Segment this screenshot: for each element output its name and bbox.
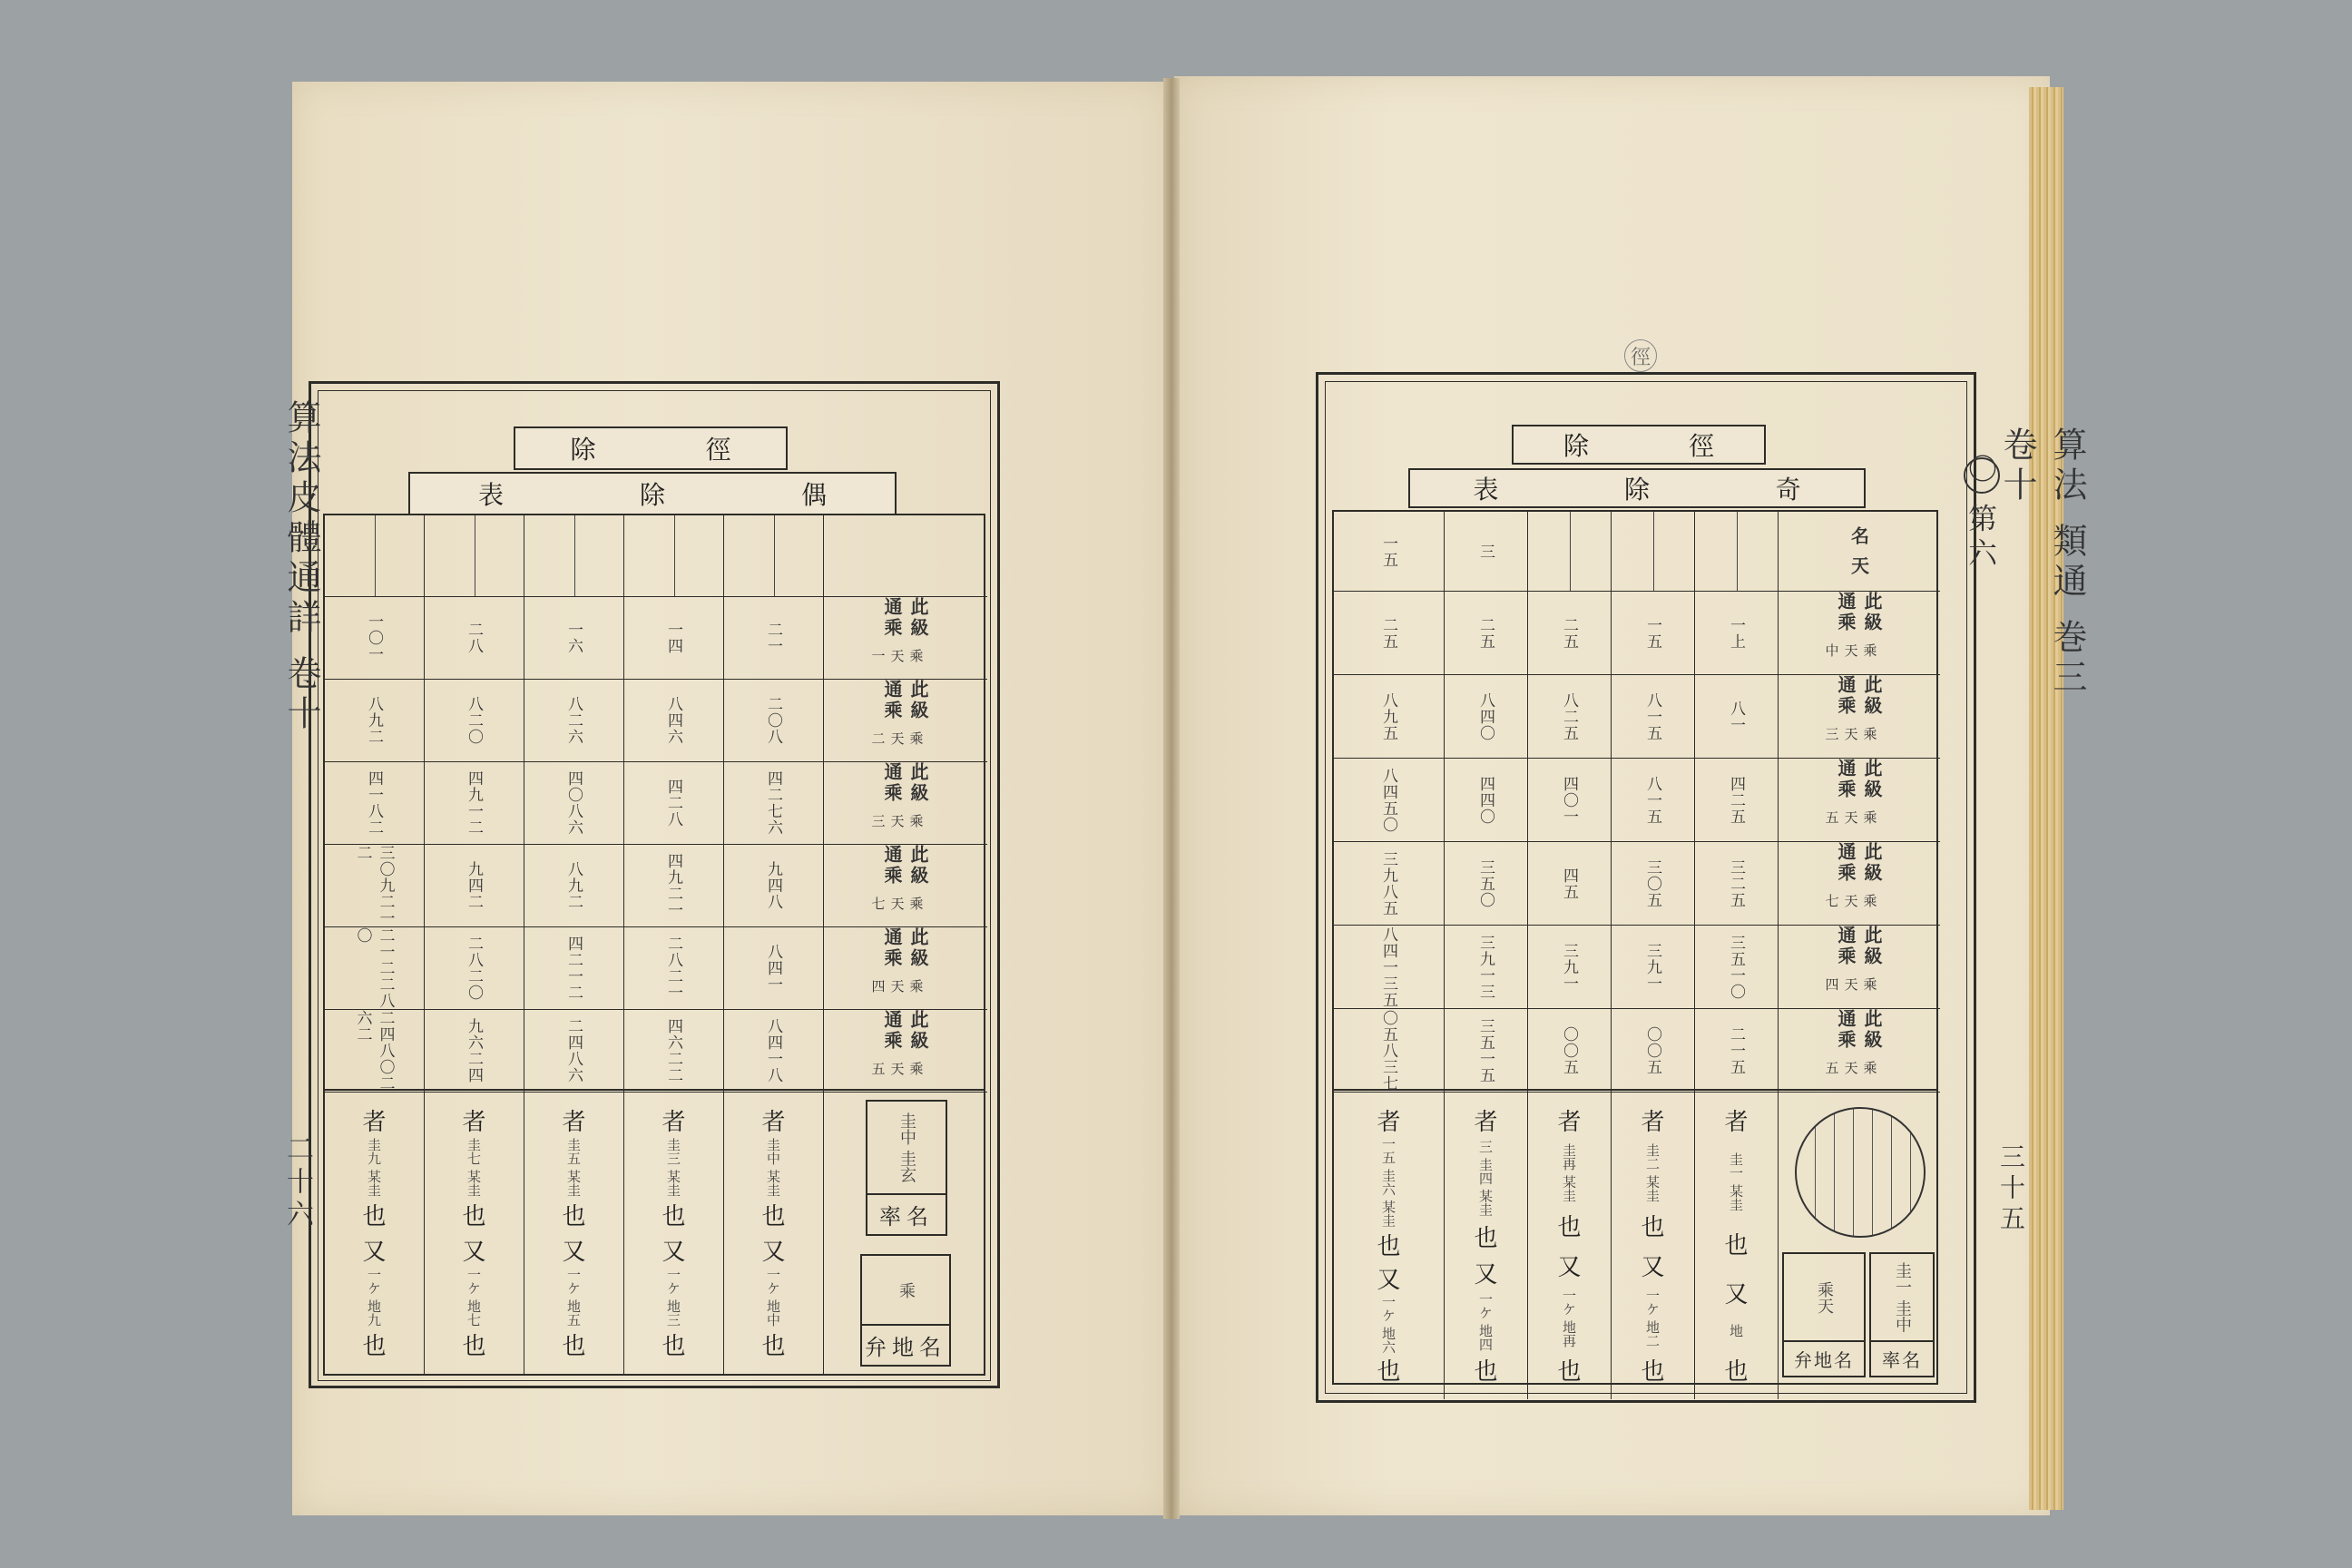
- left-table: [323, 514, 985, 1091]
- left-footer-foot-small-top: 圭七 某圭: [466, 1138, 482, 1198]
- right-margin-folio: 三十五: [1996, 1143, 2026, 1236]
- left-row-label: [824, 1010, 987, 1093]
- left-footer-foot-small-bot: 一ケ 地三: [665, 1267, 681, 1327]
- left-legend-rate: [866, 1100, 947, 1236]
- right-title-sub-1: 除: [1623, 475, 1650, 505]
- left-title-sub-2: 偶: [800, 480, 827, 510]
- left-footer-foot-small-bot: 一ケ 地中: [765, 1267, 781, 1327]
- right-footer-foot-mid: 也: [1641, 1213, 1665, 1241]
- right-footer-foot-you: 又: [1641, 1253, 1665, 1281]
- left-table-cell: 三〇九二一二: [325, 845, 425, 927]
- right-footer-foot-top: 者: [1724, 1109, 1749, 1136]
- left-row-factor: 乘天一: [869, 648, 925, 665]
- left-footer-column: [624, 1091, 724, 1374]
- right-table-cell: 〇〇五: [1528, 1009, 1612, 1093]
- right-footer-foot-small-top: 三 圭四 某圭: [1477, 1140, 1494, 1217]
- left-row-label: [824, 597, 987, 680]
- left-table-cell: 八四六: [624, 680, 724, 762]
- left-row-factor: 乘天二: [869, 730, 925, 748]
- right-table-cell: 四五: [1528, 842, 1612, 926]
- left-footer-foot-you: 又: [462, 1238, 486, 1266]
- right-table-cell: 一上: [1695, 592, 1779, 675]
- left-margin-folio: 二十六: [281, 1134, 313, 1232]
- right-table-cell: 三〇五: [1612, 842, 1695, 926]
- left-table-cell: 四六二二: [624, 1010, 724, 1093]
- left-table-cell: 四二一二: [524, 927, 624, 1010]
- left-footer-foot-small-top: 圭三 某圭: [665, 1138, 681, 1198]
- left-header-cell: [624, 515, 724, 597]
- right-row-label: [1779, 675, 1940, 759]
- left-table-cell: 八九二: [325, 680, 425, 762]
- left-table-cell: 八二六: [524, 680, 624, 762]
- right-header-cell: [1528, 512, 1612, 592]
- right-seal: 徑: [1624, 339, 1657, 372]
- left-title-top-0: 除: [570, 435, 596, 465]
- right-footer-foot-small-top: 圭再 某圭: [1561, 1142, 1577, 1202]
- left-footer-foot-small-top: 圭五 某圭: [565, 1138, 582, 1198]
- right-footer-column: [1528, 1091, 1612, 1399]
- right-table-cell: 二五: [1528, 592, 1612, 675]
- left-row-factor: 乘天四: [869, 978, 925, 995]
- right-header-cell: 三: [1445, 512, 1528, 592]
- left-footer-foot-you: 又: [761, 1238, 786, 1266]
- left-footer-foot-top: 者: [662, 1109, 686, 1136]
- right-footer-column: [1334, 1091, 1445, 1399]
- right-table-cell: 二一五: [1695, 1009, 1779, 1093]
- right-table-cell: 三五一五: [1445, 1009, 1528, 1093]
- right-row-label: [1779, 842, 1940, 926]
- right-row-factor: 乘天四: [1823, 977, 1878, 995]
- right-table-cell: 四四〇: [1445, 759, 1528, 842]
- right-footer-foot-small-bot: 地: [1728, 1324, 1744, 1338]
- right-legend-rate-label: 率名: [1871, 1340, 1933, 1376]
- right-footer-foot-top: 者: [1474, 1109, 1498, 1136]
- right-row-factor: 乘天中: [1823, 643, 1878, 661]
- left-table-cell: 四九二一: [624, 845, 724, 927]
- right-footer-foot-small-bot: 一ケ 地四: [1477, 1291, 1494, 1351]
- right-corner-cell: 名 天: [1779, 512, 1940, 592]
- left-table-cell: 九四八: [724, 845, 824, 927]
- right-table-cell: 三九八五: [1334, 842, 1445, 926]
- left-table-cell: 二八: [425, 597, 524, 680]
- right-table-cell: 八一: [1695, 675, 1779, 759]
- left-table-cell: 四九一二: [425, 762, 524, 845]
- left-table-cell: 一〇一: [325, 597, 425, 680]
- left-footer-foot-bot: 也: [462, 1332, 486, 1360]
- left-footer-foot-mid: 也: [462, 1203, 486, 1231]
- right-header-cell: [1612, 512, 1695, 592]
- left-title-top-1: 徑: [705, 435, 731, 465]
- left-title-sub-1: 除: [639, 480, 665, 510]
- left-row-factor: 乘天三: [869, 813, 925, 830]
- left-footer-column: [724, 1091, 824, 1374]
- left-corner-cell: [824, 515, 987, 597]
- right-footer-foot-small-top: 一五 圭六 某圭: [1380, 1137, 1396, 1228]
- right-header-rule: [1653, 512, 1654, 591]
- right-table-cell: 八一五: [1612, 675, 1695, 759]
- right-table-cell: 二五: [1334, 592, 1445, 675]
- left-table-cell: 四〇八六: [524, 762, 624, 845]
- right-title-top: [1512, 425, 1766, 465]
- left-footer-foot-top: 者: [362, 1109, 387, 1136]
- right-footer-foot-small-bot: 一ケ 地六: [1380, 1294, 1396, 1354]
- left-footer-column: [425, 1091, 524, 1374]
- right-legend: [1779, 1091, 1940, 1399]
- left-footer-foot-small-bot: 一ケ 地五: [565, 1267, 582, 1327]
- left-table-cell: 一四: [624, 597, 724, 680]
- right-table-cell: 一五: [1612, 592, 1695, 675]
- left-header-rule: [375, 515, 376, 596]
- right-footer-foot-bot: 也: [1641, 1358, 1665, 1387]
- left-footer-foot-bot: 也: [662, 1332, 686, 1360]
- right-table-cell: 八一五: [1612, 759, 1695, 842]
- right-margin-title: 算法 類通 巻三 卷十: [1997, 426, 2087, 700]
- right-row-label: [1779, 592, 1940, 675]
- left-title-top: [514, 426, 788, 470]
- right-table: [1332, 510, 1938, 1091]
- left-row-label-text: 此級通乘: [881, 927, 929, 969]
- right-footer-foot-top: 者: [1377, 1109, 1401, 1136]
- right-footer-foot-bot: 也: [1724, 1358, 1749, 1387]
- right-table-cell: 〇〇五: [1612, 1009, 1695, 1093]
- right-row-label-text: 此級通乘: [1835, 1009, 1883, 1051]
- left-row-label-text: 此級通乘: [881, 1010, 929, 1052]
- right-legend-land-label: 弁地名: [1784, 1340, 1864, 1376]
- left-legend-land-label: 弁地名: [862, 1324, 949, 1365]
- left-footer-foot-you: 又: [562, 1238, 586, 1266]
- left-row-label-text: 此級通乘: [881, 597, 929, 639]
- left-header-rule: [574, 515, 575, 596]
- left-legend: [824, 1091, 987, 1374]
- right-row-label-text: 此級通乘: [1835, 675, 1883, 717]
- left-footer-foot-top: 者: [462, 1109, 486, 1136]
- left-row-label-text: 此級通乘: [881, 680, 929, 721]
- left-legend-land: [860, 1254, 951, 1367]
- left-legend-rate-label: 率名: [867, 1193, 946, 1234]
- right-footer-foot-mid: 也: [1377, 1232, 1401, 1260]
- right-footer-foot-mid: 也: [1724, 1231, 1749, 1259]
- right-footer-foot-you: 又: [1377, 1266, 1401, 1294]
- left-table-cell: 二一: [724, 597, 824, 680]
- left-title-sub: [408, 472, 897, 515]
- right-table-cell: 三二五: [1695, 842, 1779, 926]
- right-row-factor: 乘天五: [1823, 810, 1878, 828]
- right-row-label: [1779, 759, 1940, 842]
- right-footer-foot-small-bot: 一ケ 地二: [1644, 1288, 1661, 1348]
- left-header-cell: [724, 515, 824, 597]
- right-title-top-0: 除: [1563, 431, 1589, 461]
- right-legend-land: [1782, 1252, 1866, 1377]
- right-row-label-text: 此級通乘: [1835, 592, 1883, 633]
- left-footer-foot-top: 者: [761, 1109, 786, 1136]
- left-footer: [323, 1091, 985, 1376]
- left-table-cell: 二八二一: [624, 927, 724, 1010]
- right-footer-column: [1612, 1091, 1695, 1399]
- right-table-cell: 四二五: [1695, 759, 1779, 842]
- right-footer-column: [1695, 1091, 1779, 1399]
- left-table-cell: 四二七六: [724, 762, 824, 845]
- right-footer-foot-mid: 也: [1474, 1224, 1498, 1252]
- right-footer-foot-mid: 也: [1557, 1213, 1582, 1241]
- left-table-cell: 二〇八: [724, 680, 824, 762]
- right-table-cell: 〇五八三七: [1334, 1009, 1445, 1093]
- left-footer-foot-mid: 也: [662, 1203, 686, 1231]
- left-footer-foot-mid: 也: [562, 1203, 586, 1231]
- left-footer-column: [524, 1091, 624, 1374]
- left-header-cell: [524, 515, 624, 597]
- left-table-cell: 二一二二八〇: [325, 927, 425, 1010]
- left-row-label-text: 此級通乘: [881, 762, 929, 804]
- book-gutter: [1163, 78, 1180, 1519]
- left-footer-foot-small-top: 圭中 某圭: [765, 1138, 781, 1198]
- right-footer-foot-small-top: 圭二 某圭: [1644, 1142, 1661, 1202]
- left-footer-foot-small-bot: 一ケ 地七: [466, 1267, 482, 1327]
- right-footer-foot-small-bot: 一ケ 地再: [1561, 1288, 1577, 1348]
- right-footer-column: [1445, 1091, 1528, 1399]
- left-legend-land-glyph: 乘: [897, 1281, 916, 1298]
- left-header-cell: [425, 515, 524, 597]
- left-footer-foot-bot: 也: [761, 1332, 786, 1360]
- right-footer-foot-you: 又: [1474, 1260, 1498, 1289]
- right-header-rule: [1737, 512, 1738, 591]
- right-header-cell: 一五: [1334, 512, 1445, 592]
- right-footer-foot-top: 者: [1557, 1109, 1582, 1136]
- left-footer-foot-you: 又: [362, 1238, 387, 1266]
- left-row-label: [824, 927, 987, 1010]
- left-row-label: [824, 680, 987, 762]
- left-footer-column: [325, 1091, 425, 1374]
- left-row-factor: 乘天七: [869, 896, 925, 913]
- right-footer: [1332, 1091, 1938, 1385]
- left-footer-foot-mid: 也: [362, 1203, 387, 1231]
- right-header-rule: [1570, 512, 1571, 591]
- left-table-cell: 九四二: [425, 845, 524, 927]
- right-table-cell: 三九一三: [1445, 926, 1528, 1009]
- left-row-label: [824, 762, 987, 845]
- right-row-label: [1779, 1009, 1940, 1093]
- left-header-rule: [774, 515, 775, 596]
- left-footer-foot-you: 又: [662, 1238, 686, 1266]
- right-row-label-text: 此級通乘: [1835, 759, 1883, 800]
- right-table-cell: 八四一三五: [1334, 926, 1445, 1009]
- right-table-cell: 八九五: [1334, 675, 1445, 759]
- left-footer-foot-mid: 也: [761, 1203, 786, 1231]
- right-title-top-1: 徑: [1688, 431, 1714, 461]
- right-table-cell: 三九一: [1612, 926, 1695, 1009]
- left-table-cell: 八二〇: [425, 680, 524, 762]
- left-table-cell: 二四八〇二六二: [325, 1010, 425, 1093]
- right-footer-foot-small-top: 圭一 某圭: [1728, 1152, 1744, 1211]
- right-title-sub-0: 表: [1473, 475, 1499, 505]
- right-title-sub: [1408, 468, 1866, 508]
- right-footer-foot-top: 者: [1641, 1109, 1665, 1136]
- right-table-cell: 二五: [1445, 592, 1528, 675]
- book-edge: [2029, 87, 2063, 1510]
- left-table-cell: 八四一: [724, 927, 824, 1010]
- right-table-cell: 八四五〇: [1334, 759, 1445, 842]
- right-footer-foot-bot: 也: [1377, 1358, 1401, 1387]
- right-row-factor: 乘天三: [1823, 727, 1878, 744]
- left-margin-title: 算法皮體通詳 卷十: [281, 399, 321, 736]
- left-header-rule: [674, 515, 675, 596]
- left-table-cell: 二八二〇: [425, 927, 524, 1010]
- right-table-cell: 三五〇: [1445, 842, 1528, 926]
- right-row-factor: 乘天五: [1823, 1061, 1878, 1078]
- left-table-cell: 四二八: [624, 762, 724, 845]
- left-footer-foot-bot: 也: [362, 1332, 387, 1360]
- right-margin-mark: 〇 第六: [1964, 454, 1998, 573]
- left-table-cell: 八四一八: [724, 1010, 824, 1093]
- right-legend-diagram: [1795, 1107, 1926, 1238]
- left-table-cell: 二四八六: [524, 1010, 624, 1093]
- left-table-cell: 四一八二: [325, 762, 425, 845]
- right-row-factor: 乘天七: [1823, 894, 1878, 911]
- left-row-factor: 乘天五: [869, 1061, 925, 1078]
- left-footer-foot-small-top: 圭九 某圭: [366, 1138, 382, 1198]
- left-title-sub-0: 表: [477, 480, 504, 510]
- right-header-cell: [1695, 512, 1779, 592]
- right-footer-foot-bot: 也: [1557, 1358, 1582, 1387]
- left-table-cell: 九六二四: [425, 1010, 524, 1093]
- right-footer-foot-bot: 也: [1474, 1358, 1498, 1387]
- right-table-cell: 三九一: [1528, 926, 1612, 1009]
- right-legend-rate-glyph: 圭一 圭中: [1893, 1261, 1912, 1333]
- right-footer-foot-you: 又: [1724, 1280, 1749, 1308]
- left-table-cell: 一六: [524, 597, 624, 680]
- left-footer-foot-bot: 也: [562, 1332, 586, 1360]
- left-footer-foot-top: 者: [562, 1109, 586, 1136]
- left-table-cell: 八九二: [524, 845, 624, 927]
- right-row-label-text: 此級通乘: [1835, 842, 1883, 884]
- right-table-cell: 三五一〇: [1695, 926, 1779, 1009]
- left-footer-foot-small-bot: 一ケ 地九: [366, 1267, 382, 1327]
- right-table-cell: 八二五: [1528, 675, 1612, 759]
- left-row-label: [824, 845, 987, 927]
- right-footer-foot-you: 又: [1557, 1253, 1582, 1281]
- right-legend-land-glyph: 乘天: [1815, 1280, 1834, 1314]
- left-header-cell: [325, 515, 425, 597]
- left-row-label-text: 此級通乘: [881, 845, 929, 887]
- right-row-label: [1779, 926, 1940, 1009]
- right-table-cell: 四〇一: [1528, 759, 1612, 842]
- right-row-label-text: 此級通乘: [1835, 926, 1883, 967]
- right-table-cell: 八四〇: [1445, 675, 1528, 759]
- left-legend-rate-glyph: 圭中 圭玄: [897, 1112, 916, 1183]
- right-title-sub-2: 奇: [1775, 475, 1801, 505]
- right-legend-rate: [1869, 1252, 1935, 1377]
